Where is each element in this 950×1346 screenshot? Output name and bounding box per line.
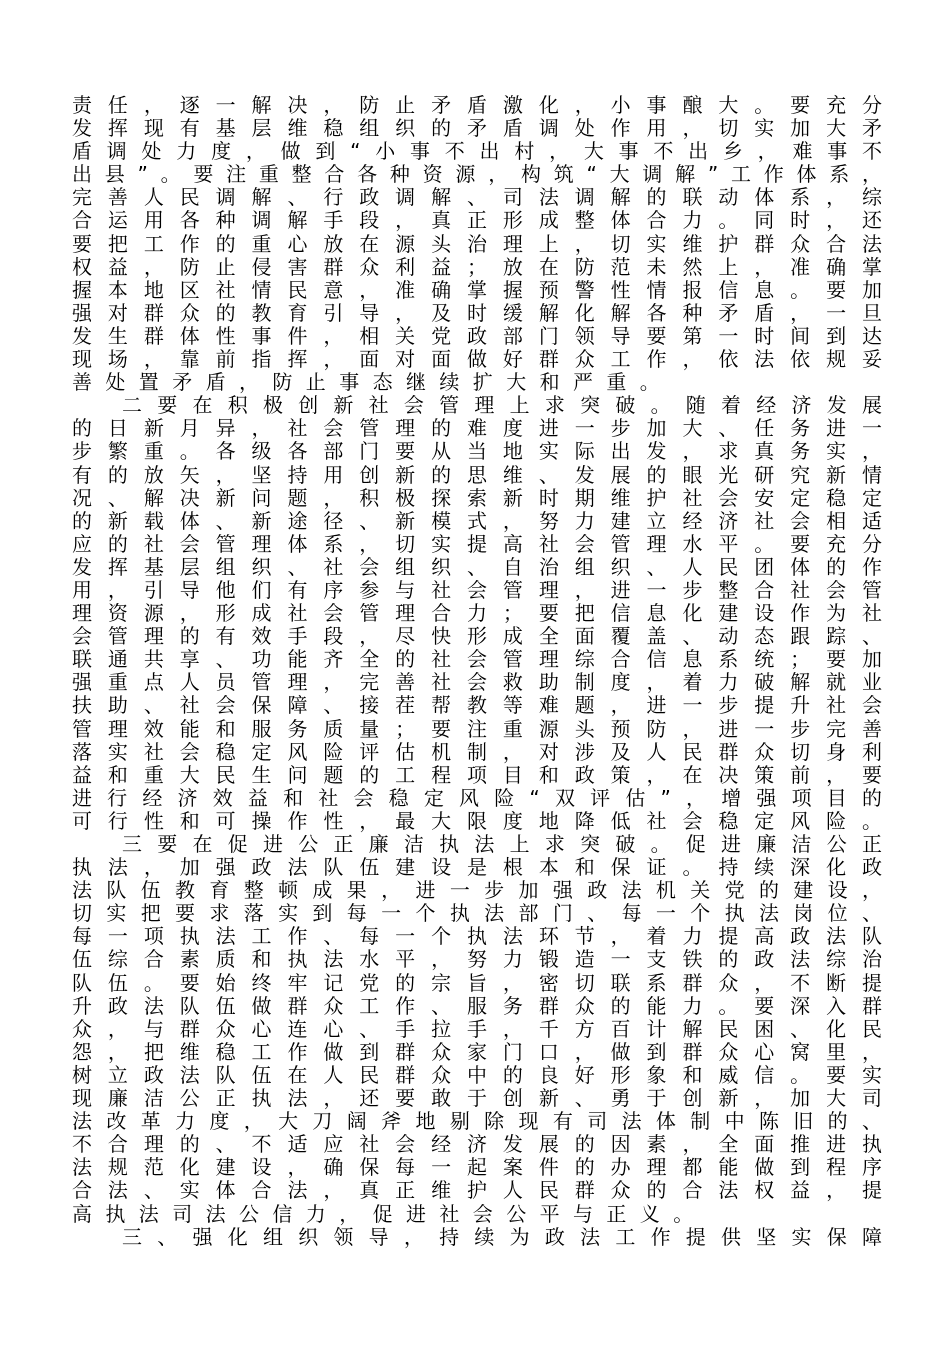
text-line: 强对群众的教育引导，及时缓解化解各种矛盾，一旦: [72, 300, 882, 325]
text-line: 合运用各种调解手段，真正形成整体合力。同时，还: [72, 208, 882, 233]
text-line: 完善人民调解、行政调解、司法调解的联动体系，综: [72, 185, 882, 210]
text-line: 现廉洁公正执法，还要敢于创新、勇于创新，加大司: [72, 1086, 882, 1111]
text-line: 现场，靠前指挥，面对面做好群众工作，依法依规妥: [72, 347, 882, 372]
text-line: 应的社会管理体系，切实提高社会管理水平。要充分: [72, 531, 882, 556]
text-line: 发挥现有基层维稳组织的矛盾调处作用，切实加大矛: [72, 116, 882, 141]
text-line: 法改革力度，大刀阔斧地剔除现有司法体制中陈旧的、: [72, 1109, 882, 1134]
text-line: 管理效能和服务质量；要注重源头预防，进一步完善: [72, 716, 882, 741]
text-line: 要把工作的重心放在源头治理上，切实维护群众合法: [72, 231, 882, 256]
text-line: 每一项执法工作、每一个执法环节，着力提高政法队: [72, 924, 882, 949]
text-line: 有的放矢，坚持用创新的思维、发展的眼光研究新情: [72, 462, 882, 487]
text-line: 会管理的有效手段，尽快形成全面覆盖、动态跟踪、: [72, 624, 882, 649]
text-line: 的新载体、新途径、新模式，努力建立经济社会相适: [72, 508, 882, 533]
text-line: 切实把要求落实到每一个执法部门、每一个执法岗位、: [72, 901, 882, 926]
text-line: 怨，把维稳工作做到群众家门口，做到群众心窝里，: [72, 1039, 882, 1064]
section-heading: 三、强化组织领导，持续为政法工作提供坚实保障: [122, 1224, 882, 1249]
text-line: 法队伍教育整顿成果，进一步加强政法机关党的建设，: [72, 878, 882, 903]
text-line: 益和重大民生问题的工程项目和政策，在决策前，要: [72, 762, 882, 787]
text-line: 发挥基层组织、社会组织、自治组织、人民团体的作: [72, 554, 882, 579]
text-line: 况、解决新问题，积极探索新时期维护社会安定稳定: [72, 485, 882, 510]
text-line: 联通共享、功能齐全的社会管理综合信息系统；要加: [72, 647, 882, 672]
text-line: 发生群体性事件，相关党政部门领导要第一时间到达: [72, 323, 882, 348]
text-line: 队伍。要始终牢记党的宗旨，密切联系群众，不断提: [72, 970, 882, 995]
text-line: 不合理的、不适应社会经济发展的因素，全面推进执: [72, 1132, 882, 1157]
text-line: 出县”。要注重整合各种资源，构筑“大调解”工作体系，: [72, 162, 882, 187]
text-line: 权益，防止侵害群众利益；放在防范未然上，准确掌: [72, 254, 882, 279]
paragraph-end-line: 高执法司法公信力，促进社会公平与正义。: [72, 1201, 707, 1226]
text-line: 伍综合素质和执法水平，努力锻造一支铁的政法综治: [72, 947, 882, 972]
text-line: 盾调处力度，做到“小事不出村，大事不出乡，难事不: [72, 139, 882, 164]
text-line: 合法、实体合法，真正维护人民群众的合法权益，提: [72, 1178, 882, 1203]
text-line: 步繁重。各级各部门要从当地实际出发，求真务实，: [72, 439, 882, 464]
text-line: 握本地区社情民意，准确掌握预警性情报信息。要加: [72, 277, 882, 302]
text-line: 法规范化建设，确保每一起案件的办理都能做到程序: [72, 1155, 882, 1180]
text-line: 强重点人员管理，完善社会救助制度，着力破解就业: [72, 670, 882, 695]
text-line: 可行性和可操作性，最大限度地降低社会稳定风险。: [72, 808, 882, 833]
text-line: 树立政法队伍在人民群众中的良好形象和威信。要实: [72, 1062, 882, 1087]
paragraph-start-line: 三要在促进公正廉洁执法上求突破。促进廉洁公正: [122, 832, 882, 856]
text-line: 众，与群众心连心、手拉手，千方百计解民困、化民: [72, 1016, 882, 1041]
text-line: 进行经济效益和社会稳定风险“双评估”，增强项目的: [72, 785, 882, 810]
paragraph-end-line: 善处置矛盾，防止事态继续扩大和严重。: [72, 370, 674, 395]
text-line: 落实社会稳定风险评估机制，对涉及人民群众切身利: [72, 739, 882, 764]
text-line: 的日新月异，社会管理的难度进一步加大、任务进一: [72, 416, 882, 441]
text-line: 执法，加强政法队伍建设是根本和保证。持续深化政: [72, 855, 882, 880]
text-line: 用，引导他们有序参与社会管理，进一步整合社会管: [72, 577, 882, 602]
text-line: 理资源，形成社会管理合力；要把信息化建设作为社: [72, 601, 882, 626]
text-line: 扶助、社会保障、接茬帮教等难题，进一步提升社会: [72, 693, 882, 718]
text-line: 升政法队伍做群众工作、服务群众的能力。要深入群: [72, 993, 882, 1018]
paragraph-start-line: 二要在积极创新社会管理上求突破。随着经济发展: [122, 393, 882, 418]
body-text: [72, 94, 882, 1249]
text-line: 责任，逐一解决，防止矛盾激化，小事酿大。要充分: [72, 93, 882, 117]
